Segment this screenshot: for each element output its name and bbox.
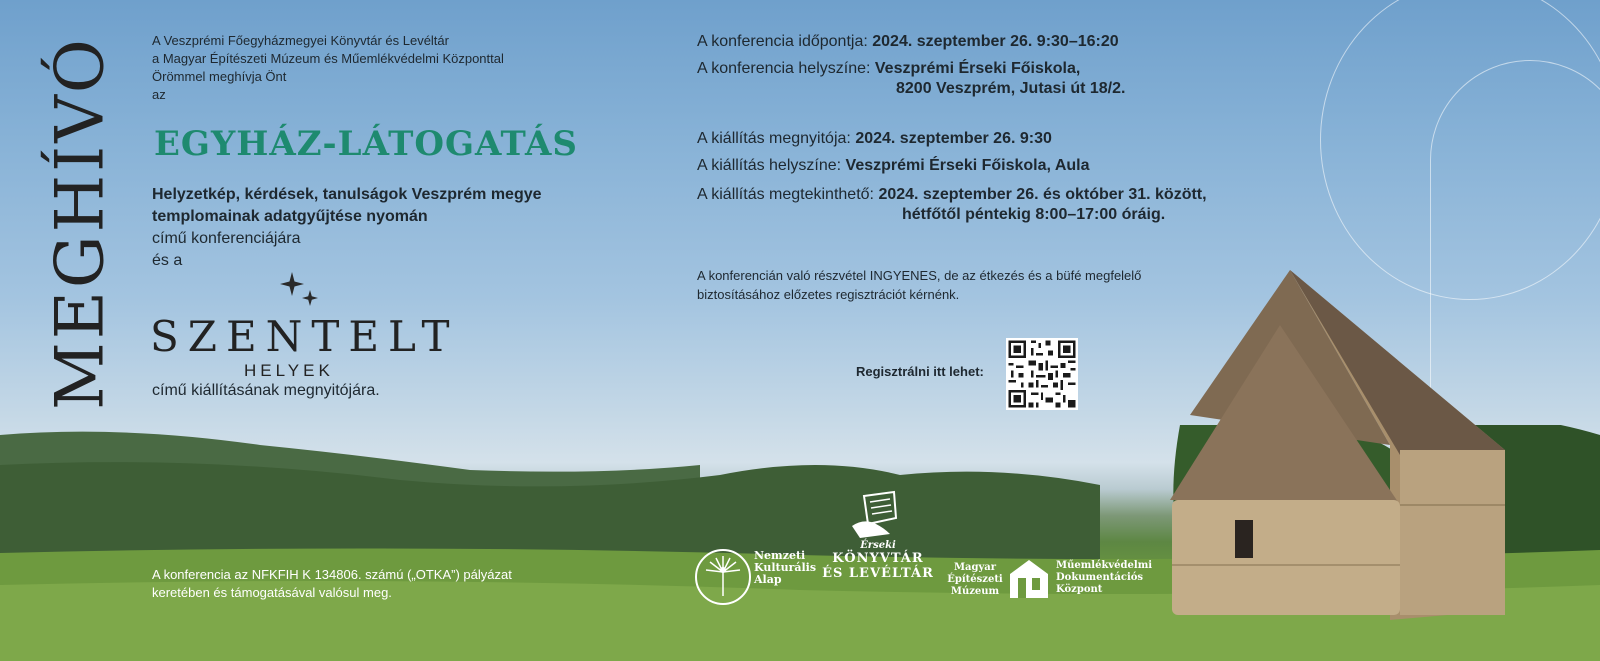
conference-title: EGYHÁZ-LÁTOGATÁS xyxy=(154,124,578,164)
funding-statement xyxy=(152,566,512,602)
intro-line: a Magyar Építészeti Múzeum és Műemlékvédelmi Központtal xyxy=(152,51,504,66)
exhibition-logo-word1: SZENTELT xyxy=(150,312,459,361)
chapel-illustration xyxy=(1160,265,1510,625)
exhibition-viewing-label: A kiállítás megtekinthető: xyxy=(697,186,874,203)
library-line: ÉS LEVÉLTÁR xyxy=(822,566,934,581)
conference-date-value: 2024. szeptember 26. 9:30–16:20 xyxy=(872,33,1119,50)
subtitle-block xyxy=(152,184,542,272)
exhibition-logo-word2: HELYEK xyxy=(244,361,334,380)
registration-qr-code[interactable] xyxy=(1006,338,1078,410)
exhibition-opening-value: 2024. szeptember 26. 9:30 xyxy=(855,130,1052,147)
monument-line: Dokumentációs xyxy=(1056,572,1144,583)
intro-line: az xyxy=(152,87,166,102)
intro-block xyxy=(152,32,504,104)
conference-address xyxy=(896,80,1125,98)
note-line: A konferencián való részvétel INGYENES, de az étkezés és a büfé megfelelő xyxy=(697,268,1142,283)
vertical-heading xyxy=(40,28,120,418)
subtitle-line: című konferenciájára xyxy=(152,230,301,247)
monument-line: Központ xyxy=(1056,584,1103,595)
intro-line: A Veszprémi Főegyházmegyei Könyvtár és Levéltár xyxy=(152,33,449,48)
exhibition-place-value: Veszprémi Érseki Főiskola, Aula xyxy=(845,157,1090,174)
funding-line: A konferencia az NFKFIH K 134806. számú („OTKA”) pályázat xyxy=(152,567,512,582)
conference-date-label: A konferencia időpontja: xyxy=(697,33,868,50)
conference-address-value: 8200 Veszprém, Jutasi út 18/2. xyxy=(896,80,1126,97)
exhibition-hours xyxy=(902,206,1165,224)
nka-line: Alap xyxy=(754,573,782,586)
conference-place-label: A konferencia helyszíne: xyxy=(697,60,871,77)
exhibition-hours-value: hétfőtől péntekig 8:00–17:00 óráig. xyxy=(902,206,1166,223)
exhibition-opening-label: A kiállítás megnyitója: xyxy=(697,130,851,147)
nka-line: Nemzeti xyxy=(754,549,806,562)
exhibition-viewing xyxy=(697,186,1207,204)
conference-place-value: Veszprémi Érseki Főiskola, xyxy=(874,60,1081,77)
library-line: Érseki xyxy=(860,540,896,551)
monument-line: Műemlékvédelmi xyxy=(1056,560,1153,571)
nka-line: Kulturális xyxy=(754,561,817,574)
subtitle-line: és a xyxy=(152,252,183,269)
museum-logo xyxy=(944,562,1006,598)
library-line: KÖNYVTÁR xyxy=(832,551,924,566)
scroll-hand-icon xyxy=(850,488,906,540)
subtitle-line: templomainak adatgyűjtése nyomán xyxy=(152,208,428,225)
exhibition-place xyxy=(697,157,1090,175)
peacock-icon xyxy=(694,548,752,606)
funding-line: keretében és támogatásával valósul meg. xyxy=(152,585,392,600)
exhibition-place-label: A kiállítás helyszíne: xyxy=(697,157,842,174)
building-icon xyxy=(1006,556,1052,602)
conference-date xyxy=(697,33,1119,51)
conference-place xyxy=(697,60,1080,78)
museum-line: Magyar xyxy=(953,562,997,573)
meghivo-text: MEGHÍVÓ xyxy=(41,36,119,410)
note-line: biztosításához előzetes regisztrációt kérnénk. xyxy=(697,287,960,302)
exhibition-line: című kiállításának megnyitójára. xyxy=(152,382,380,399)
registration-label: Regisztrálni itt lehet: xyxy=(856,364,984,379)
registration-note xyxy=(697,266,1141,304)
sparkle-icon xyxy=(278,270,322,310)
museum-line: Építészeti xyxy=(947,574,1003,585)
intro-line: Örömmel meghívja Önt xyxy=(152,69,287,84)
museum-line: Múzeum xyxy=(950,586,1000,597)
exhibition-opening xyxy=(697,130,1052,148)
exhibition-viewing-value: 2024. szeptember 26. és október 31. között, xyxy=(878,186,1207,203)
subtitle-line: Helyzetkép, kérdések, tanulságok Veszprém megye xyxy=(152,186,542,203)
